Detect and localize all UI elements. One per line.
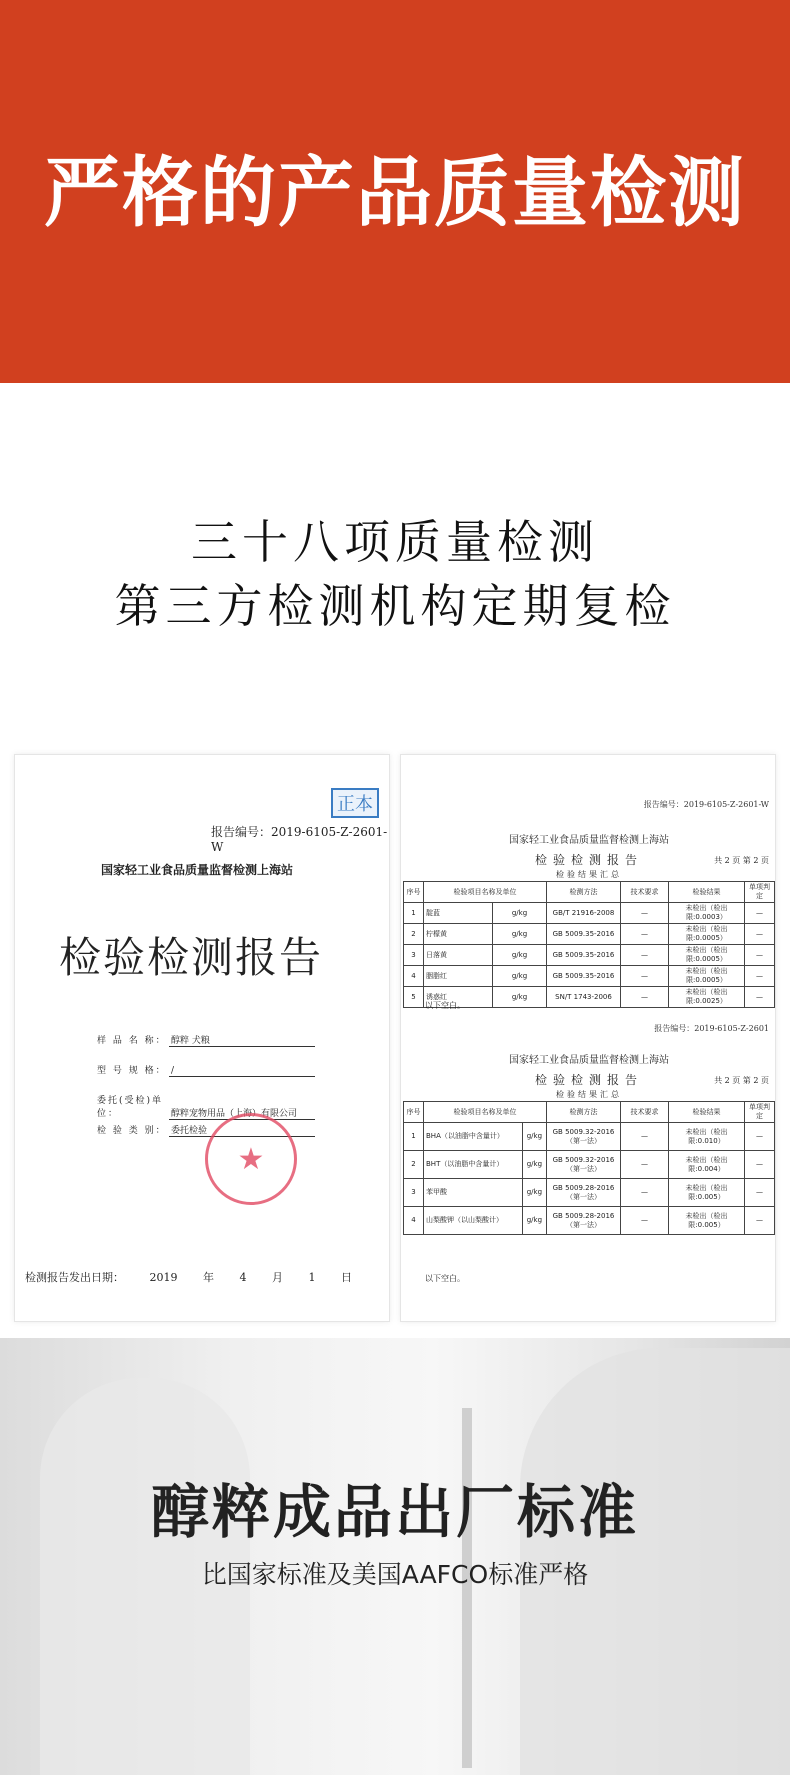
cell-name: 胭脂红 — [424, 966, 493, 987]
cell-no: 1 — [404, 903, 424, 924]
field-sample-name: 样 品 名 称： 醇粹 犬粮 — [97, 1033, 315, 1047]
table-row — [404, 1151, 775, 1179]
cell-result: 未检出（检出限:0.0003） — [669, 903, 745, 924]
cell-name: BHT（以油脂中含量计） — [424, 1151, 523, 1179]
page1-report-number: 报告编号：2019-6105-Z-2601-W — [643, 800, 769, 809]
cell-method: SN/T 1743-2006 — [547, 987, 621, 1008]
institution-name: 国家轻工业食品质量监督检测上海站 — [101, 863, 294, 877]
table-row — [404, 1123, 775, 1151]
cell-result: 未检出（检出限:0.0005） — [669, 945, 745, 966]
subtitle-line-2: 第三方检测机构定期复检 — [114, 579, 676, 633]
table-header-row: 序号 检验项目名称及单位 检测方法 技术要求 检验结果 单项判定 — [404, 882, 775, 903]
cell-judge: — — [745, 987, 775, 1008]
cell-unit: g/kg — [522, 1123, 546, 1151]
issue-date: 检测报告发出日期： 2019 年 4 月 1 日 — [25, 1271, 352, 1284]
cell-name: 日落黄 — [424, 945, 493, 966]
cell-no: 5 — [404, 987, 424, 1008]
cell-req: — — [621, 1151, 669, 1179]
cell-judge: — — [745, 924, 775, 945]
subtitle-line-1: 三十八项质量检测 — [191, 515, 599, 569]
cell-no: 3 — [404, 945, 424, 966]
cell-result: 未检出（检出限:0.0025） — [669, 987, 745, 1008]
cell-no: 3 — [404, 1179, 424, 1207]
table-row — [404, 966, 775, 987]
page1-note: 以下空白。 — [425, 1001, 465, 1010]
table-header-row: 序号 检验项目名称及单位 检测方法 技术要求 检验结果 单项判定 — [404, 1102, 775, 1123]
cell-unit: g/kg — [522, 1207, 546, 1235]
cell-req: — — [621, 1179, 669, 1207]
cell-unit: g/kg — [493, 924, 547, 945]
cell-req: — — [621, 945, 669, 966]
cell-result: 未检出（检出限:0.005） — [669, 1179, 745, 1207]
cell-judge: — — [745, 1151, 775, 1179]
cell-method: GB 5009.35-2016 — [547, 924, 621, 945]
report-number: 报告编号：2019-6105-Z-2601-W — [211, 825, 388, 854]
cell-result: 未检出（检出限:0.010） — [669, 1123, 745, 1151]
report-cover — [14, 754, 390, 1322]
cell-method: GB 5009.28-2016（第一法） — [547, 1207, 621, 1235]
field-inspection-type: 检 验 类 别： 委托检验 — [97, 1123, 315, 1137]
cell-result: 未检出（检出限:0.0005） — [669, 966, 745, 987]
cell-req: — — [621, 987, 669, 1008]
table-row — [404, 924, 775, 945]
cell-unit: g/kg — [522, 1179, 546, 1207]
cell-no: 4 — [404, 1207, 424, 1235]
cell-name: BHA（以油脂中含量计） — [424, 1123, 523, 1151]
page1-title: 检验检测报告 — [534, 853, 643, 867]
cell-judge: — — [745, 966, 775, 987]
cell-no: 2 — [404, 1151, 424, 1179]
page2-report-number: 报告编号：2019-6105-Z-2601 — [654, 1024, 769, 1033]
report-title: 检验检测报告 — [59, 933, 324, 982]
table-row — [404, 1179, 775, 1207]
report-results-pages — [400, 754, 776, 1322]
header-banner — [0, 0, 790, 383]
cell-result: 未检出（检出限:0.0005） — [669, 924, 745, 945]
cell-judge: — — [745, 1123, 775, 1151]
banner-title: 严格的产品质量检测 — [44, 148, 746, 237]
cell-name: 山梨酸钾（以山梨酸计） — [424, 1207, 523, 1235]
cell-unit: g/kg — [522, 1151, 546, 1179]
page2-summary-heading: 检验结果汇总 — [556, 1090, 622, 1099]
cell-unit: g/kg — [493, 903, 547, 924]
cell-result: 未检出（检出限:0.005） — [669, 1207, 745, 1235]
page1-page-number: 共 2 页 第 2 页 — [714, 856, 769, 865]
page2-page-number: 共 2 页 第 2 页 — [714, 1076, 769, 1085]
page1-summary-heading: 检验结果汇总 — [556, 870, 622, 879]
cell-judge: — — [745, 903, 775, 924]
cell-req: — — [621, 924, 669, 945]
factory-standard-subtitle: 比国家标准及美国AAFCO标准严格 — [201, 1560, 589, 1589]
page2-results-table — [403, 1101, 775, 1235]
table-row — [404, 945, 775, 966]
cell-name: 苯甲酸 — [424, 1179, 523, 1207]
cell-no: 1 — [404, 1123, 424, 1151]
official-seal-icon: ★ — [205, 1113, 297, 1205]
cell-name: 靛蓝 — [424, 903, 493, 924]
table-row — [404, 1207, 775, 1235]
cell-req: — — [621, 1123, 669, 1151]
cell-unit: g/kg — [493, 987, 547, 1008]
cell-method: GB 5009.28-2016（第一法） — [547, 1179, 621, 1207]
page1-institution: 国家轻工业食品质量监督检测上海站 — [509, 835, 669, 846]
cell-judge: — — [745, 1207, 775, 1235]
cell-judge: — — [745, 945, 775, 966]
field-client-unit: 委托(受检)单位： 醇粹宠物用品（上海）有限公司 — [97, 1093, 315, 1120]
cell-name: 诱惑红 — [424, 987, 493, 1008]
table-row — [404, 903, 775, 924]
subtitle-block — [0, 510, 790, 638]
cell-req: — — [621, 1207, 669, 1235]
cell-method: GB 5009.32-2016（第一法） — [547, 1151, 621, 1179]
cell-method: GB 5009.35-2016 — [547, 966, 621, 987]
cell-method: GB 5009.35-2016 — [547, 945, 621, 966]
cell-result: 未检出（检出限:0.004） — [669, 1151, 745, 1179]
cell-unit: g/kg — [493, 966, 547, 987]
cell-method: GB/T 21916-2008 — [547, 903, 621, 924]
page2-institution: 国家轻工业食品质量监督检测上海站 — [509, 1055, 669, 1066]
cell-req: — — [621, 903, 669, 924]
page2-note: 以下空白。 — [425, 1274, 465, 1283]
cell-method: GB 5009.32-2016（第一法） — [547, 1123, 621, 1151]
cell-unit: g/kg — [493, 945, 547, 966]
factory-standard-title: 醇粹成品出厂标准 — [150, 1478, 639, 1546]
cell-no: 4 — [404, 966, 424, 987]
cell-req: — — [621, 966, 669, 987]
page1-results-table — [403, 881, 775, 1008]
cell-name: 柠檬黄 — [424, 924, 493, 945]
page2-title: 检验检测报告 — [534, 1073, 643, 1087]
original-stamp: 正本 — [331, 788, 379, 818]
cell-judge: — — [745, 1179, 775, 1207]
field-model-spec: 型 号 规 格： / — [97, 1063, 315, 1077]
cell-no: 2 — [404, 924, 424, 945]
